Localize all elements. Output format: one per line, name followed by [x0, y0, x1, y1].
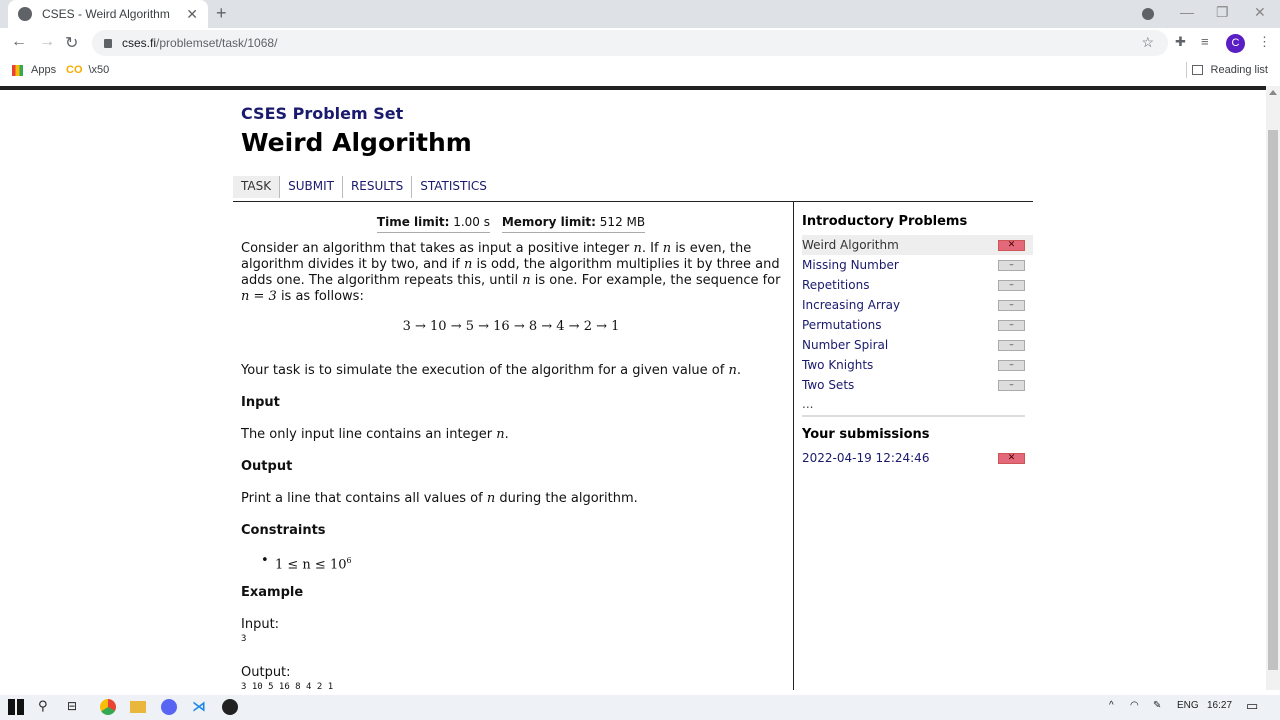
- globe-icon: [18, 7, 32, 21]
- tab-statistics[interactable]: STATISTICS: [420, 179, 487, 193]
- unattempted-badge-icon: –: [998, 280, 1025, 291]
- constraint-item: 1 ≤ n ≤ 10: [275, 557, 347, 573]
- time-limit-label: Time limit:: [376, 215, 450, 229]
- problem-link[interactable]: Increasing Array: [802, 298, 901, 312]
- problem-item-missing-number[interactable]: [802, 255, 1033, 275]
- fail-badge-icon: ✕: [998, 240, 1025, 251]
- example-heading: Example: [241, 585, 304, 601]
- output-description: [241, 491, 781, 507]
- unattempted-badge-icon: –: [998, 380, 1025, 391]
- time-limit: [377, 214, 490, 233]
- problem-item-repetitions[interactable]: [802, 275, 1033, 295]
- time-limit-value: 1.00 s: [453, 215, 491, 229]
- text: is odd, the algorithm multiplies it by three and adds one. The algorithm repeats this, until: [241, 257, 780, 288]
- forward-button[interactable]: →: [39, 33, 55, 50]
- lock-icon: [104, 39, 112, 48]
- problem-link[interactable]: Weird Algorithm: [802, 238, 899, 252]
- sidebar: [802, 202, 1033, 468]
- bookmark-star-icon[interactable]: ☆: [1141, 34, 1154, 50]
- problem-item-two-knights[interactable]: [802, 355, 1033, 375]
- browser-tab-strip: [0, 0, 1280, 28]
- bullet-icon: •: [261, 553, 269, 568]
- math-n: n: [486, 491, 496, 506]
- problem-link[interactable]: Permutations: [802, 318, 882, 332]
- math-n: n: [463, 257, 473, 272]
- chrome-app-icon[interactable]: [100, 699, 116, 715]
- problem-item-weird-algorithm[interactable]: [802, 235, 1033, 255]
- tab-task[interactable]: TASK: [233, 176, 280, 198]
- math-n: n: [522, 273, 531, 288]
- reading-list-icon: [1192, 65, 1203, 75]
- bookmarks-bar: [0, 58, 1280, 84]
- menu-kebab-icon[interactable]: ⋮: [1258, 34, 1271, 49]
- statement-paragraph: [241, 241, 781, 305]
- discord-icon[interactable]: [161, 699, 177, 715]
- text: .: [736, 363, 741, 378]
- address-bar[interactable]: [92, 30, 1168, 56]
- problem-link[interactable]: Missing Number: [802, 258, 899, 272]
- text: The only input line contains an integer: [241, 427, 497, 442]
- problem-link[interactable]: Two Sets: [802, 378, 855, 392]
- tab-submit[interactable]: SUBMIT: [280, 176, 343, 198]
- tab-search-icon[interactable]: [1142, 8, 1154, 20]
- profile-avatar[interactable]: C: [1226, 34, 1245, 53]
- site-title[interactable]: CSES Problem Set: [241, 104, 404, 123]
- submission-link[interactable]: 2022-04-19 12:24:46: [802, 451, 930, 465]
- memory-limit-label: Memory limit:: [501, 215, 596, 229]
- math-n-equals-3: n = 3: [241, 289, 277, 304]
- scroll-thumb[interactable]: [1268, 130, 1278, 670]
- column-divider: [793, 202, 794, 690]
- submission-item[interactable]: [802, 448, 1033, 468]
- more-problems-link[interactable]: ...: [802, 397, 814, 411]
- text: during the algorithm.: [495, 491, 638, 506]
- obs-icon[interactable]: [222, 699, 238, 715]
- reading-list-button[interactable]: [1192, 64, 1268, 76]
- example-input: 3: [241, 634, 247, 645]
- scroll-up-arrow-icon[interactable]: [1269, 90, 1277, 95]
- tab-close-button[interactable]: ✕: [186, 5, 198, 22]
- problem-item-two-sets[interactable]: [802, 375, 1033, 395]
- example-output-label: Output:: [241, 665, 291, 681]
- math-n: n: [728, 363, 737, 378]
- fail-badge-icon: ✕: [998, 453, 1025, 464]
- reading-list-label: Reading list: [1210, 64, 1268, 76]
- constraints-heading: Constraints: [241, 523, 326, 538]
- text: .: [504, 427, 509, 442]
- task-nav: [233, 176, 495, 198]
- unattempted-badge-icon: –: [998, 360, 1025, 371]
- task-paragraph: [241, 363, 781, 379]
- problem-link[interactable]: Number Spiral: [802, 338, 889, 352]
- example-output: 3 10 5 16 8 4 2 1: [241, 682, 334, 690]
- extensions-icon[interactable]: ✚: [1175, 34, 1186, 49]
- math-n: n: [633, 241, 642, 256]
- limits: [241, 214, 781, 233]
- bookmark-label: \x50: [88, 64, 110, 76]
- browser-tab[interactable]: [8, 0, 208, 28]
- output-heading: Output: [241, 459, 293, 474]
- url-path: /problemset/task/1068/: [156, 36, 278, 50]
- minimize-button[interactable]: —: [1180, 4, 1194, 20]
- bookmark-separator: [1186, 62, 1187, 78]
- file-explorer-icon[interactable]: [130, 701, 146, 713]
- problem-item-permutations[interactable]: [802, 315, 1033, 335]
- problem-item-increasing-array[interactable]: [802, 295, 1033, 315]
- math-n: n: [662, 241, 672, 256]
- example-input-label: Input:: [241, 617, 280, 633]
- text: is as follows:: [276, 289, 364, 304]
- windows-taskbar: [0, 695, 1280, 720]
- math-n: n: [496, 427, 505, 442]
- unattempted-badge-icon: –: [998, 260, 1025, 271]
- memory-limit: [502, 214, 645, 233]
- text: Consider an algorithm that takes as input a positive integer: [241, 241, 634, 256]
- text: Print a line that contains all values of: [241, 491, 487, 506]
- problem-item-number-spiral[interactable]: [802, 335, 1033, 355]
- task-view-icon[interactable]: ⊟: [67, 699, 78, 713]
- problem-link[interactable]: Two Knights: [802, 358, 874, 372]
- notification-icon[interactable]: ▭: [1246, 698, 1259, 713]
- browser-toolbar: [0, 28, 1280, 58]
- problem-link[interactable]: Repetitions: [802, 278, 870, 292]
- start-windows-icon[interactable]: [8, 699, 24, 715]
- bookmark-label: Apps: [31, 64, 57, 76]
- new-tab-button[interactable]: +: [216, 3, 227, 23]
- media-control-icon[interactable]: ≡: [1201, 34, 1209, 49]
- tray-chevron-up-icon[interactable]: ^: [1109, 700, 1114, 711]
- url-host: cses.fi: [122, 36, 157, 50]
- tab-title: CSES - Weird Algorithm: [42, 7, 170, 21]
- example-sequence: 3 → 10 → 5 → 16 → 8 → 4 → 2 → 1: [402, 319, 620, 334]
- text: Your task is to simulate the execution of the algorithm for a given value of: [241, 363, 729, 378]
- input-description: [241, 427, 781, 443]
- unattempted-badge-icon: –: [998, 320, 1025, 331]
- constraint-exponent: 6: [346, 556, 352, 565]
- language-indicator[interactable]: ENG: [1177, 700, 1199, 711]
- search-icon[interactable]: ⚲: [38, 699, 48, 714]
- page-content: [0, 90, 1266, 690]
- text: is even, the algorithm divides it by two, and if: [241, 241, 752, 272]
- text: . If: [641, 241, 663, 256]
- maximize-button[interactable]: ❐: [1216, 4, 1229, 20]
- back-button[interactable]: ←: [11, 33, 27, 50]
- pen-icon[interactable]: ✎: [1153, 700, 1162, 711]
- apps-grid-icon: [12, 65, 23, 76]
- text: is one. For example, the sequence for: [530, 273, 781, 288]
- submissions-title: Your submissions: [802, 427, 930, 442]
- unattempted-badge-icon: –: [998, 300, 1025, 311]
- tab-results[interactable]: RESULTS: [343, 176, 412, 198]
- section-title: Introductory Problems: [802, 214, 968, 229]
- bookmark-apps[interactable]: [12, 64, 56, 76]
- clock[interactable]: 16:27: [1207, 700, 1233, 711]
- bookmark-x50[interactable]: [66, 64, 109, 76]
- constraints-list: [241, 553, 781, 573]
- task-statement: [241, 202, 781, 690]
- close-window-button[interactable]: ✕: [1254, 4, 1266, 20]
- colab-icon: CO: [66, 64, 83, 76]
- task-title: Weird Algorithm: [241, 128, 472, 157]
- sidebar-divider: [802, 415, 1025, 417]
- vscode-icon[interactable]: ⋊: [192, 699, 206, 715]
- page-scrollbar[interactable]: [1266, 86, 1280, 690]
- unattempted-badge-icon: –: [998, 340, 1025, 351]
- memory-limit-value: 512 MB: [599, 215, 646, 229]
- wifi-icon[interactable]: ◠: [1130, 700, 1139, 711]
- input-heading: Input: [241, 395, 280, 410]
- reload-button[interactable]: ↻: [65, 35, 79, 52]
